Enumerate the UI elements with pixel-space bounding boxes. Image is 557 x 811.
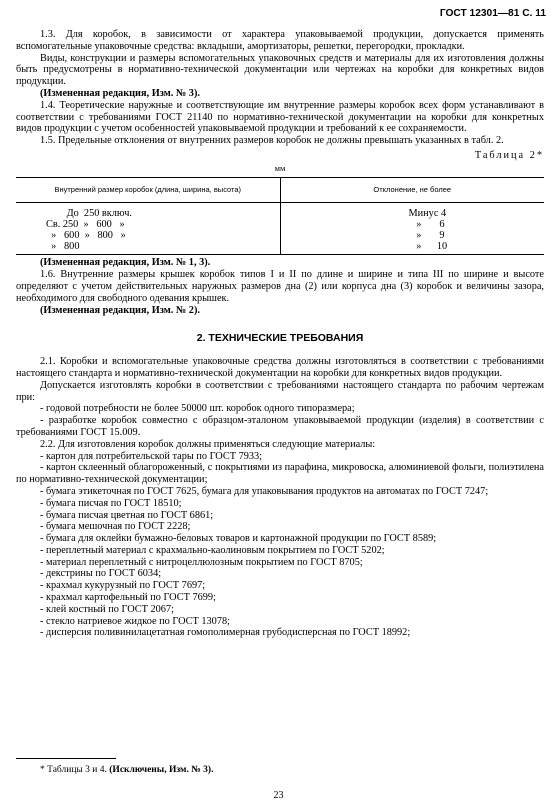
deviation-cell: » 10	[408, 241, 448, 253]
material-item: - картон склеенный облагороженный, с покрытиями из парафина, микровоска, алюминиевой фольги, полиэтилена по нормативно-технической документации;	[16, 462, 544, 486]
paragraph-2-2: 2.2. Для изготовления коробок должны применяться следующие материалы:	[40, 438, 376, 450]
deviation-table	[16, 177, 544, 255]
table-unit: мм	[274, 162, 286, 173]
material-item: - бумага для оклейки бумажно-белoвых товаров и картонажной продукции по ГОСТ 8589;	[40, 533, 437, 545]
deviation-cell: » 6	[408, 219, 445, 231]
list-item: - годовой потребности не более 50000 шт. коробок одного типоразмера;	[40, 403, 355, 415]
deviation-cell: » 9	[408, 230, 445, 242]
footnote	[40, 765, 213, 777]
list-item: - разработке коробок совместно с образцом-эталоном упаковываемой продукции (изделия) в соответствии с требованиями ГОСТ 15.009.	[16, 415, 544, 438]
footnote-text: * Таблицы 3 и 4.	[40, 765, 110, 775]
paragraph-1-6: 1.6. Внутренние размеры крышек коробок типов I и II по длине и ширине и типа III по ширине и высоте определяют с учетом действительных наружных размеров дна (2) или корпуса дна (3) коробок и величины зазора, необходимого для свободного одевания крышек.	[16, 269, 544, 304]
size-column	[16, 203, 280, 255]
deviation-column	[280, 203, 544, 255]
paragraph-1-4: 1.4. Теоретические наружные и соответствующие им внутренние размеры коробок всех форм устанавливают в соответствии с требованиями ГОСТ 21140 по нормативно-технической документации на коробки для конкретных видов продукции с учетом особенностей упаковываемой продукции и требований к ее сохраняемости.	[16, 99, 544, 135]
paragraph-1-3-continued: Виды, конструкции и размеры вспомогательных упаковочных средств и материалы для их изготовления должны быть предусмотрены в нормативно-технической документации или чертежах на коробки для конкретных видов продукции.	[16, 52, 544, 88]
paragraph-1-3: 1.3. Для коробок, в зависимости от характера упаковываемой продукции, допускается применять вспомогательные упаковочные средства: вкладыши, амортизаторы, решетки, перегородки, прокладки.	[16, 29, 544, 52]
material-item: - бумага писчая цветная по ГОСТ 6861;	[40, 509, 214, 521]
material-item: - картон для потребительской тары по ГОСТ 7933;	[40, 450, 263, 462]
footnote-divider	[16, 758, 116, 759]
material-item: - бумага этикеточная по ГОСТ 7625, бумага для упаковывания продуктов на автоматах по ГОСТ 7247;	[40, 485, 489, 497]
material-item: - стекло натриевое жидкое по ГОСТ 13078;	[40, 615, 230, 627]
material-item: - крахмал картофельный по ГОСТ 7699;	[40, 592, 216, 604]
size-cell: » 800	[46, 241, 80, 253]
paragraph-2-1-continued: Допускается изготовлять коробки в соответствии с требованиями настоящего стандарта по рабочим чертежам при:	[16, 379, 544, 403]
material-item: - крахмал кукурузный по ГОСТ 7697;	[40, 580, 206, 592]
table-header-deviation: Отклонение, не более	[280, 177, 544, 203]
section-title: 2. ТЕХНИЧЕСКИЕ ТРЕБОВАНИЯ	[196, 332, 364, 345]
paragraph-1-5: 1.5. Предельные отклонения от внутренних размеров коробок не должны превышать указанных в табл. 2.	[40, 135, 504, 147]
material-item: - декстрины по ГОСТ 6034;	[40, 568, 162, 580]
amendment-note: (Измененная редакция, Изм. № 3).	[40, 87, 200, 99]
material-item: - клей костный по ГОСТ 2067;	[40, 603, 174, 615]
size-cell: Св. 250 » 600 »	[46, 219, 125, 231]
page-header: ГОСТ 12301—81 С. 11	[439, 8, 546, 19]
footnote-amendment: (Исключены, Изм. № 3).	[109, 765, 214, 775]
material-item: - материал переплетный с нитроцеллюлозным покрытием по ГОСТ 8705;	[40, 556, 363, 568]
size-cell: До 250 включ.	[46, 208, 132, 220]
material-item: - дисперсия поливинилацетатная гомополимерная грубодисперсная по ГОСТ 18992;	[40, 627, 411, 639]
amendment-note: (Измененная редакция, Изм. № 2).	[40, 304, 200, 316]
table-header-size: Внутренний размер коробок (длина, ширина, высота)	[16, 177, 280, 203]
material-item: - бумага мешочная по ГОСТ 2228;	[40, 521, 191, 533]
material-item: - бумага писчая по ГОСТ 18510;	[40, 497, 182, 509]
material-item: - переплетный материал с крахмально-каолиновым покрытием по ГОСТ 5202;	[40, 544, 385, 556]
deviation-cell: Минус 4	[408, 208, 447, 220]
size-cell: » 600 » 800 »	[46, 230, 126, 242]
page-body	[16, 29, 544, 639]
amendment-note: (Измененная редакция, Изм. № 1, 3).	[16, 254, 544, 269]
page-number: 23	[273, 790, 284, 801]
paragraph-2-1: 2.1. Коробки и вспомогательные упаковочные средства должны изготовляться в соответствии с требованиями настоящего стандарта и нормативно-технической документации на коробки для конкретных видов продукции.	[16, 356, 544, 379]
table-caption: Таблица 2*	[474, 149, 544, 161]
